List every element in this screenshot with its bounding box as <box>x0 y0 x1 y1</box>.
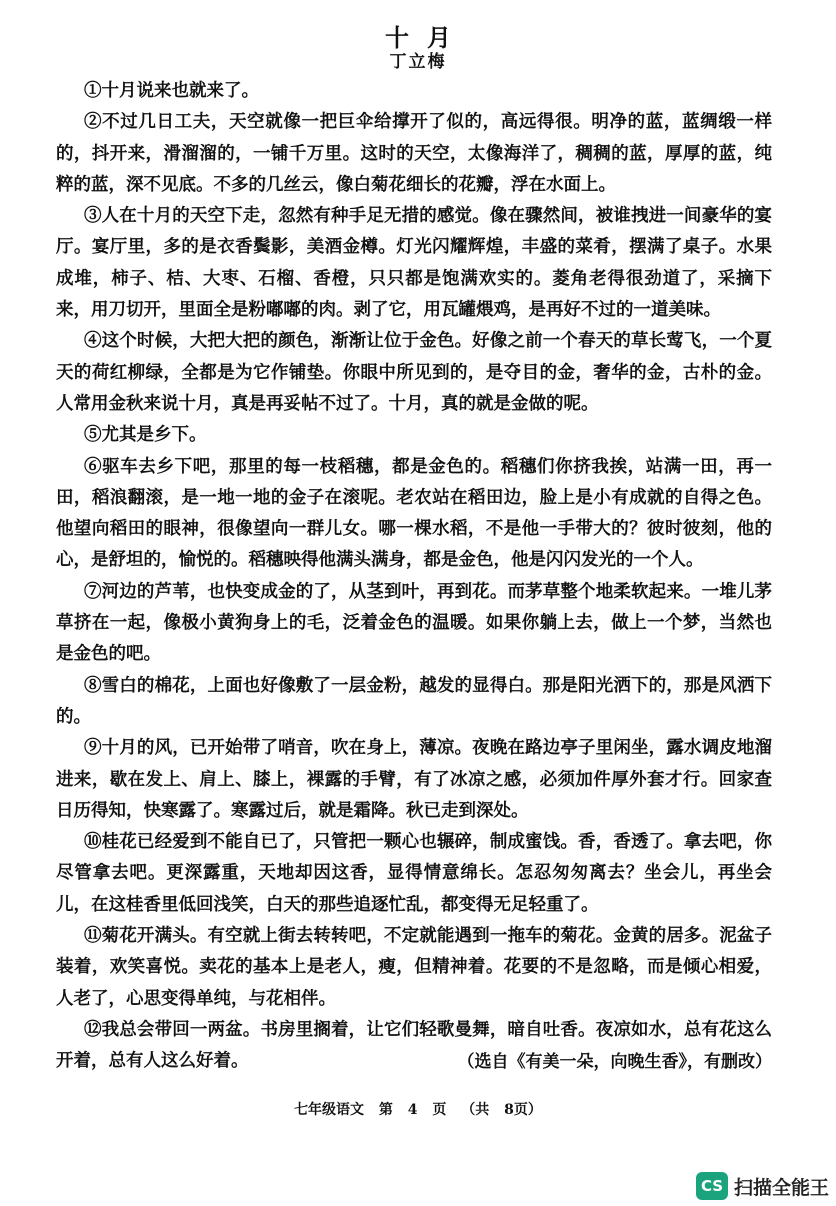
camscanner-logo-icon: CS <box>696 1172 728 1200</box>
paragraph-3: ③人在十月的天空下走，忽然有种手足无措的感觉。像在骤然间，被谁拽进一间豪华的宴厅。宴厅里，多的是衣香鬓影，美酒金樽。灯光闪耀辉煌，丰盛的菜肴，摆满了桌子。水果成堆，柿子、桔、大枣、石榴、香橙，只只都是饱满欢实的。菱角老得很劲道了，采摘下来，用刀切开，里面全是粉嘟嘟的肉。剥了它，用瓦罐煨鸡，是再好不过的一道美味。 <box>56 206 772 321</box>
scanner-watermark <box>696 1170 829 1202</box>
article-title: 十月 <box>385 23 469 52</box>
source-citation: （选自《有美一朵，向晚生香》，有删改） <box>457 1051 772 1072</box>
watermark-app-name: 扫描全能王 <box>734 1176 830 1199</box>
page-footer: 七年级语文 第 4 页 （共 8页） <box>294 1102 542 1118</box>
paragraph-11: ⑪菊花开满头。有空就上街去转转吧，不定就能遇到一拖车的菊花。金黄的居多。泥盆子装着，欢笑喜悦。卖花的基本上是老人，瘦，但精神着。花要的不是忽略，而是倾心相爱，人老了，心思变得单纯，与花相伴。 <box>56 926 772 1009</box>
paragraph-5: ⑤尤其是乡下。 <box>84 425 207 446</box>
article-author: 丁立梅 <box>389 52 447 72</box>
paragraph-9: ⑨十月的风，已开始带了哨音，吹在身上，薄凉。夜晚在路边亭子里闲坐，露水调皮地溜进来，歇在发上、肩上、膝上，裸露的手臂，有了冰凉之感，必须加件厚外套才行。回家查日历得知，快寒露了。寒露过后，就是霜降。秋已走到深处。 <box>56 738 772 821</box>
paragraph-8: ⑧雪白的棉花，上面也好像敷了一层金粉，越发的显得白。那是阳光洒下的，那是风洒下的。 <box>56 675 772 727</box>
paragraph-4: ④这个时候，大把大把的颜色，渐渐让位于金色。好像之前一个春天的草长莺飞，一个夏天的荷红柳绿，全都是为它作铺垫。你眼中所见到的，是夺目的金，奢华的金，古朴的金。人常用金秋来说十月，真是再妥帖不过了。十月，真的就是金做的呢。 <box>56 331 772 414</box>
paragraph-12: ⑫我总会带回一两盆。书房里搁着，让它们轻歌曼舞，暗自吐香。夜凉如水，总有花这么开着，总有人这么好着。 <box>56 1019 772 1072</box>
paragraph-7: ⑦河边的芦苇，也快变成金的了，从茎到叶，再到花。而茅草整个地柔软起来。一堆儿茅草挤在一起，像极小黄狗身上的毛，泛着金色的温暖。如果你躺上去，做上一个梦，当然也是金色的吧。 <box>56 581 772 665</box>
paragraph-1: ①十月说来也就来了。 <box>84 81 259 101</box>
paragraph-2: ②不过几日工夫，天空就像一把巨伞给撑开了似的，高远得很。明净的蓝，蓝绸缎一样的，抖开来，滑溜溜的，一铺千万里。这时的天空，太像海洋了，稠稠的蓝，厚厚的蓝，纯粹的蓝，深不见底。不多的几丝云，像白菊花细长的花瓣，浮在水面上。 <box>56 112 772 195</box>
paragraph-10: ⑩桂花已经爱到不能自已了，只管把一颗心也辗碎，制成蜜饯。香，香透了。拿去吧，你尽管拿去吧。更深露重，天地却因这香，显得情意绵长。怎忍匆匆离去？坐会儿，再坐会儿，在这桂香里低回浅笑，白天的那些追逐忙乱，都变得无足轻重了。 <box>56 832 772 915</box>
paragraph-6: ⑥驱车去乡下吧，那里的每一枝稻穗，都是金色的。稻穗们你挤我挨，站满一田，再一田，稻浪翻滚，是一地一地的金子在滚呢。老农站在稻田边，脸上是小有成就的自得之色。他望向稻田的眼神，很像望向一群儿女。哪一棵水稻，不是他一手带大的？彼时彼刻，他的心，是舒坦的，愉悦的。稻穗映得他满头满身，都是金色，他是闪闪发光的一个人。 <box>56 456 772 571</box>
article-body <box>56 76 772 1078</box>
